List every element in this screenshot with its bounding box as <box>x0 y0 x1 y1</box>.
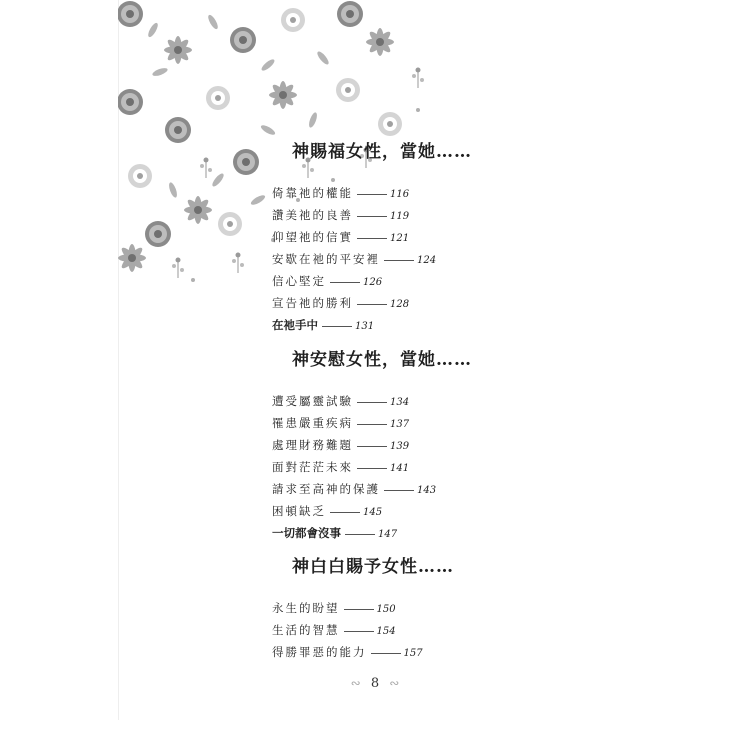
toc-entry-text: 信心堅定 <box>272 274 326 288</box>
leader-dash <box>357 194 387 195</box>
toc-entry-text: 在祂手中 <box>272 318 318 332</box>
toc-entry-page: 143 <box>417 485 437 496</box>
leader-dash <box>357 424 387 425</box>
page-footer <box>0 676 750 691</box>
toc-entry-page: 134 <box>390 397 410 408</box>
entry-list <box>272 390 572 544</box>
toc-entry-text: 罹患嚴重疾病 <box>272 416 353 430</box>
toc-entry <box>272 522 572 544</box>
toc-section-3 <box>272 552 572 663</box>
toc-entry-text: 仰望祂的信實 <box>272 230 353 244</box>
toc-entry <box>272 434 572 456</box>
toc-entry <box>272 500 572 522</box>
toc-entry-page: 128 <box>390 299 410 310</box>
toc-entry <box>272 456 572 478</box>
toc-entry-page: 157 <box>403 648 423 659</box>
section-title: 神白白賜予女性…… <box>292 557 454 577</box>
entry-list <box>272 597 572 663</box>
toc-entry-page: 150 <box>376 604 396 615</box>
toc-entry <box>272 314 572 336</box>
toc-entry-text: 讚美祂的良善 <box>272 208 353 222</box>
toc-entry-text: 宣告祂的勝利 <box>272 296 353 310</box>
toc-entry-page: 154 <box>376 626 396 637</box>
toc-entry-text: 永生的盼望 <box>272 601 340 615</box>
toc-entry-page: 145 <box>363 507 383 518</box>
leader-dash <box>357 216 387 217</box>
toc-section-2 <box>272 345 572 544</box>
toc-section-1 <box>272 137 572 336</box>
toc-entry-page: 139 <box>390 441 410 452</box>
toc-entry-page: 124 <box>417 255 437 266</box>
toc-entry-page: 121 <box>390 233 410 244</box>
toc-entry-page: 131 <box>355 321 375 332</box>
toc-entry <box>272 182 572 204</box>
toc-entry-page: 137 <box>390 419 410 430</box>
toc-entry-text: 面對茫茫未來 <box>272 460 353 474</box>
toc-entry <box>272 226 572 248</box>
toc-entry-text: 倚靠祂的權能 <box>272 186 353 200</box>
leader-dash <box>357 446 387 447</box>
leader-dash <box>384 260 414 261</box>
page-number: 8 <box>370 676 380 691</box>
toc-entry-page: 116 <box>390 189 410 200</box>
toc-entry-text: 困頓缺乏 <box>272 504 326 518</box>
toc-entry <box>272 412 572 434</box>
leader-dash <box>357 238 387 239</box>
toc-entry <box>272 478 572 500</box>
entry-list <box>272 182 572 336</box>
leader-dash <box>344 631 374 632</box>
ornament-right: ∾ <box>389 676 400 690</box>
toc-entry <box>272 619 572 641</box>
toc-entry <box>272 597 572 619</box>
leader-dash <box>371 653 401 654</box>
leader-dash <box>322 326 352 327</box>
leader-dash <box>345 534 375 535</box>
toc-entry <box>272 270 572 292</box>
toc-entry-page: 126 <box>363 277 383 288</box>
leader-dash <box>357 468 387 469</box>
toc-entry-text: 遭受屬靈試驗 <box>272 394 353 408</box>
ornament-left: ∾ <box>350 676 361 690</box>
section-title: 神賜福女性，當她…… <box>292 142 472 162</box>
toc-entry <box>272 204 572 226</box>
toc-entry-text: 生活的智慧 <box>272 623 340 637</box>
toc-entry <box>272 292 572 314</box>
toc-entry-page: 119 <box>390 211 410 222</box>
toc-entry-text: 請求至高神的保護 <box>272 482 380 496</box>
toc-entry-page: 141 <box>390 463 410 474</box>
toc-entry-text: 一切都會沒事 <box>272 526 341 540</box>
leader-dash <box>384 490 414 491</box>
toc-entry-text: 安歇在祂的平安裡 <box>272 252 380 266</box>
leader-dash <box>357 402 387 403</box>
toc-entry <box>272 248 572 270</box>
toc-entry-text: 得勝罪惡的能力 <box>272 645 367 659</box>
toc-entry-text: 處理財務難題 <box>272 438 353 452</box>
leader-dash <box>330 282 360 283</box>
leader-dash <box>330 512 360 513</box>
toc-entry <box>272 641 572 663</box>
leader-dash <box>344 609 374 610</box>
leader-dash <box>357 304 387 305</box>
section-title: 神安慰女性，當她…… <box>292 350 472 370</box>
toc-entry-page: 147 <box>378 529 398 540</box>
toc-entry <box>272 390 572 412</box>
